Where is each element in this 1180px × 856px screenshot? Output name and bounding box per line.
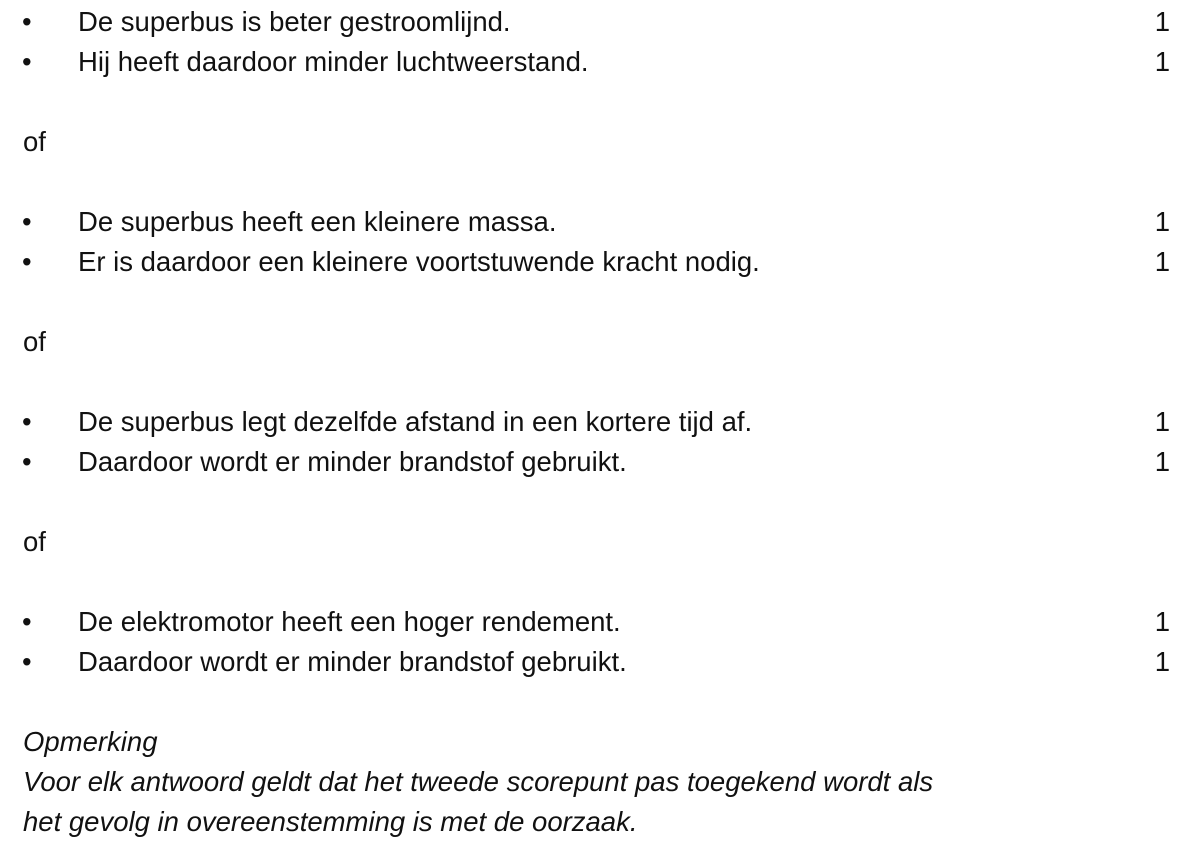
answer-text: De superbus legt dezelfde afstand in een kortere tijd af. bbox=[78, 406, 753, 437]
answer-item bbox=[0, 202, 1180, 242]
score-point: 1 bbox=[1154, 606, 1170, 637]
answer-text: De superbus is beter gestroomlijnd. bbox=[78, 6, 511, 37]
spacer bbox=[0, 282, 1180, 322]
score-point: 1 bbox=[1154, 206, 1170, 237]
bullet: • bbox=[22, 606, 32, 637]
answer-item bbox=[0, 402, 1180, 442]
note-text-line: Voor elk antwoord geldt dat het tweede scorepunt pas toegekend wordt als bbox=[23, 766, 934, 797]
answer-item bbox=[0, 642, 1180, 682]
score-point: 1 bbox=[1154, 6, 1170, 37]
answer-item bbox=[0, 442, 1180, 482]
score-point: 1 bbox=[1154, 46, 1170, 77]
note-heading: Opmerking bbox=[23, 726, 158, 757]
bullet: • bbox=[22, 206, 32, 237]
answer-item bbox=[0, 2, 1180, 42]
score-point: 1 bbox=[1154, 246, 1170, 277]
or-separator: of bbox=[23, 326, 46, 357]
bullet: • bbox=[22, 646, 32, 677]
bullet: • bbox=[22, 6, 32, 37]
spacer bbox=[0, 482, 1180, 522]
spacer bbox=[0, 82, 1180, 122]
spacer bbox=[0, 562, 1180, 602]
bullet: • bbox=[22, 446, 32, 477]
bullet: • bbox=[22, 246, 32, 277]
answer-text: Hij heeft daardoor minder luchtweerstand. bbox=[78, 46, 589, 77]
answer-text: De elektromotor heeft een hoger rendement. bbox=[78, 606, 621, 637]
or-separator: of bbox=[23, 526, 46, 557]
answer-text: Daardoor wordt er minder brandstof gebruikt. bbox=[78, 646, 627, 677]
answer-item bbox=[0, 242, 1180, 282]
spacer bbox=[0, 162, 1180, 202]
answer-item bbox=[0, 42, 1180, 82]
answer-item bbox=[0, 602, 1180, 642]
answer-text: De superbus heeft een kleinere massa. bbox=[78, 206, 557, 237]
answer-key bbox=[0, 2, 1180, 842]
spacer bbox=[0, 682, 1180, 722]
bullet: • bbox=[22, 406, 32, 437]
answer-text: Daardoor wordt er minder brandstof gebruikt. bbox=[78, 446, 627, 477]
score-point: 1 bbox=[1154, 646, 1170, 677]
answer-text: Er is daardoor een kleinere voortstuwende kracht nodig. bbox=[78, 246, 760, 277]
score-point: 1 bbox=[1154, 446, 1170, 477]
score-point: 1 bbox=[1154, 406, 1170, 437]
note-text-line: het gevolg in overeenstemming is met de oorzaak. bbox=[23, 806, 638, 837]
spacer bbox=[0, 362, 1180, 402]
bullet: • bbox=[22, 46, 32, 77]
or-separator: of bbox=[23, 126, 46, 157]
